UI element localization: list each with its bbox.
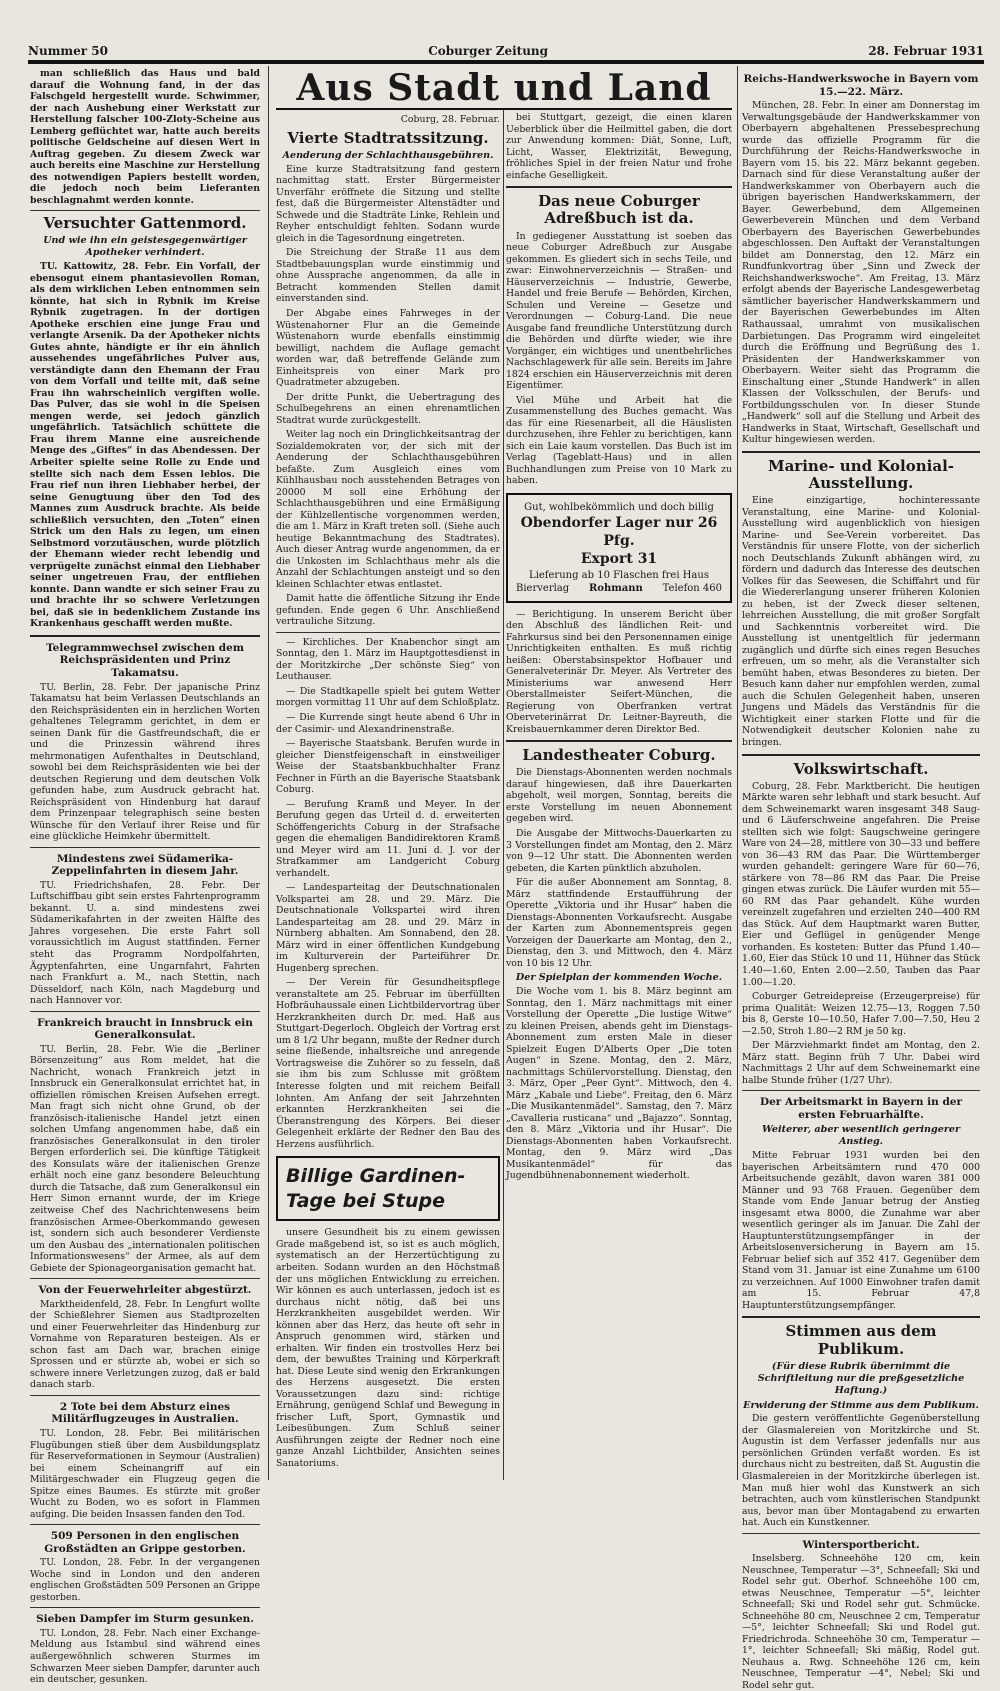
ad-bier-line: Export 31 <box>580 551 658 568</box>
article-zeppelin: TU. Friedrichshafen, 28. Febr. Der Luftschiffbau gibt sein erstes Fahrtenprogramm bekannt. U. a. sind mindestens zwei Südamerikafahrten in der zweiten Hälfte des Jahres vorgesehen. Die erste Fahrt soll voraussichtlich im August stattfinden. Ferner steht das Programm Nordpolfahrten, Ägyptenfahrten, eine Ungarnfahrt, Fahrten nach Frankfurt a. M., nach Stettin, nach Düsseldorf, nach Köln, nach Magdeburg und nach Hannover vor. <box>30 879 260 1007</box>
column-divider <box>268 66 269 1480</box>
divider <box>742 1533 980 1534</box>
article-continuation: bei Stuttgart, gezeigt, die einen klaren Ueberblick über die Heilmittel gaben, die dort zur Anwendung kommen: Diät, Sonne, Luft, Licht, Wasser, Elektrizität, Bewegung, fröhliches Spiel in der freien Natur und frohe einfache Geselligkeit. <box>506 112 732 181</box>
headline-gattenmord: Versuchter Gattenmord. <box>43 214 247 233</box>
ad-bier-line: Gut, wohlbekömmlich und doch billig <box>524 501 714 513</box>
article-paragraph: unsere Gesundheit bis zu einem gewissen Grade maßgebend ist, so ist es auch möglich, systematisch an der Herzertüchtigung zu arbeiten. Sodann wurden an den Höchstmaß der uns möglichen Entwicklung zu erreichen. Wir können es auch unterlassen, jedoch ist es durchaus nicht nötig, daß bei uns Herzkrankheiten ausgebildet werden. Wir können aber das Herz, das heute oft sehr in Anspruch genommen wird, stärken und erhalten. Wir finden ein trostvolles Herz bei dem, der bewußtes Training und Körperkraft hat. Diese Leute sind wenig den Erkrankungen des Herzens ausgesetzt. Die ersten Voraussetzungen dazu sind: richtige Ernährung, genügend Schlaf und Bewegung in frischer Luft, Sport, Gymnastik und Leibesübungen. Zum Schluß seiner Ausführungen zeigte der Redner noch eine ganze Anzahl Lichtbilder, Ansichten seines Sanatoriums. <box>276 1227 500 1469</box>
subheadline-stimmen: (Für diese Rubrik übernimmt die Schriftleitung nur die preßgesetzliche Haftung.) <box>757 1360 965 1396</box>
headline-zeppelin: Mindestens zwei Südamerika-Zeppelinfahrten in diesem Jahr. <box>51 852 239 878</box>
headline-volkswirtschaft: Volkswirtschaft. <box>793 759 929 778</box>
article-paragraph: Viel Mühe und Arbeit hat die Zusammenstellung des Buches gemacht. Was das für eine Riesenarbeit, all die Häuslisten durchzusehen, ihre Fehler zu berichtigen, kann sich ein Laie kaum vorstellen. Das Buch ist im Verlag (Tageblatt-Haus) und in allen Buchhandlungen zum Preise von 10 Mark zu haben. <box>506 394 732 487</box>
advertisement-gardinen[interactable] <box>276 1156 500 1221</box>
divider <box>742 451 980 453</box>
headline-feuerwehr: Von der Feuerwehrleiter abgestürzt. <box>38 1284 252 1297</box>
divider <box>506 186 732 188</box>
column-4 <box>742 68 980 1691</box>
article-paragraph: Mitte Februar 1931 wurden bei den bayerischen Arbeitsämtern rund 470 000 Arbeitsuchende gezählt, davon waren 381 000 Männer und 93 768 Frauen. Gegenüber dem Stande vom Ende Januar betrug der Anstieg insgesamt etwa 8000, die Zunahme war aber wesentlich geringer als im Januar. Die Zahl der Hauptunterstützungsempfänger in der Arbeitslosenversicherung in Bayern am 15. Februar belief sich auf 352 417. Gegenüber dem Stand vom 31. Januar ist eine Zunahme um 6100 zu verzeichnen. Auf 1000 Einwohner trafen damit am 15. Februar 47,8 Hauptunterstützungsempfänger. <box>742 1150 980 1311</box>
article-paragraph: Die Dienstags-Abonnenten werden nochmals darauf hingewiesen, daß ihre Dauerkarten abgeholt, weil morgen, Sonntag, bereits die erste Vorstellung im neuen Abonnement gegeben wird. <box>506 767 732 825</box>
section-title: Aus Stadt und Land <box>276 68 732 110</box>
divider <box>30 1278 260 1279</box>
advertisement-bier[interactable] <box>506 493 732 603</box>
issue-date: 28. Februar 1931 <box>868 44 984 58</box>
article-paragraph: Die Ausgabe der Mittwochs-Dauerkarten zu 3 Vorstellungen findet am Montag, den 2. März von 9—12 Uhr statt. Die Abonnenten werden gebeten, die Karten pünktlich abzuholen. <box>506 828 732 874</box>
headline-handwerk: Reichs-Handwerkswoche in Bayern vom 15.—22. März. <box>743 73 979 98</box>
article-paragraph: Inselsberg. Schneehöhe 120 cm, kein Neuschnee, Temperatur —3°, Schneefall; Ski und Rodel sehr gut. Oberhof. Schneehöhe 100 cm, etwas Neuschnee, Temperatur —5°, leichter Schneefall; Ski und Rodel sehr gut. Schmücke. Schneehöhe 80 cm, Neuschnee 2 cm, Temperatur —5°, leichter Schneefall; Ski und Rodel gut. Friedrichroda. Schneehöhe 30 cm, Temperatur —1°, leichter Schneefall; Ski mäßig, Rodel gut. Neuhaus a. Rwg. Schneehöhe 126 cm, kein Neuschnee, Temperatur —4°, Nebel; Ski und Rodel sehr gut. <box>742 1553 980 1691</box>
news-brief: — Berufung Kramß und Meyer. In der Berufung gegen das Urteil d. d. erweiterten Schöffengerichts Coburg in der Strafsache gegen die ehemaligen Bandidirektoren Kramß und Meyer wird am 11. Juni d. J. vor der Strafkammer am Landgericht Coburg verhandelt. <box>276 798 500 879</box>
article-paragraph: Weiter lag noch ein Dringlichkeitsantrag der Sozialdemokraten vor, der sich mit der Aenderung der Schlachthausgebühren befaßte. Zum Ausgleich eines vom Kühlhausbau noch ausstehenden Betrages von 20000 M soll eine Erhöhung der Schlachthausgebühren und eine Ermäßigung der Kühlzellentische vorgenommen werden, die am 1. März in Kraft treten soll. (Siehe auch heutige Bekanntmachung des Stadtrates). Auch dieser Antrag wurde angenommen, da er die Unkosten im Schlachthaus mehr als die Anzahl der Schlachtungen ansteigt und so den kleinen Schlachter etwas entlastet. <box>276 429 500 590</box>
column-3 <box>506 112 732 1480</box>
divider <box>30 1011 260 1012</box>
divider <box>30 1395 260 1396</box>
headline-flugzeug: 2 Tote bei dem Absturz eines Militärflugzeuges in Australien. <box>51 1400 239 1426</box>
divider <box>30 1607 260 1608</box>
subheadline-stadtrat: Aenderung der Schlachthausgebühren. <box>282 149 494 161</box>
masthead-rule <box>28 60 984 64</box>
headline-marine: Marine- und Kolonial-Ausstellung. <box>767 456 954 492</box>
headline-arbeitsmarkt: Der Arbeitsmarkt in Bayern in der ersten Februarhälfte. <box>759 1096 963 1121</box>
headline-stimmen: Stimmen aus dem Publikum. <box>785 1322 937 1358</box>
article-feuerwehr: Marktheidenfeld, 28. Febr. In Lengfurt wollte der Schießlehrer Siemen aus Stadtprozelten und einer Feuerwehrleiter das Hindenburg zur Vornahme von Reparaturen besteigen. Als er schon fast am Dach war, brachen einige Sprossen und er stürzte ab, wobei er sich so schwere innere Verletzungen zuzog, daß er bald danach starb. <box>30 1298 260 1391</box>
headline-wintersport: Wintersportbericht. <box>802 1538 920 1551</box>
ad-bier-company: Rohmann <box>588 582 643 594</box>
ad-gardinen-text: Billige Gardinen-Tage bei Stupe <box>286 1165 466 1212</box>
news-brief: — Die Kurrende singt heute abend 6 Uhr in der Casimir- und Alexandrinenstraße. <box>276 712 500 735</box>
article-paragraph: Die gestern veröffentlichte Gegenüberstellung der Glasmalereien von Moritzkirche und St. Augustin ist dem Verfasser jedenfalls nur aus persönlichen Gründen verfaßt worden. Es ist durchaus nicht zu bestreiten, daß St. Augustin die Glasmalereien in der Moritzkirche überlegen ist. Man muß hier wohl das Kunstwerk an sich betrachten, auch vom künstlerischen Standpunkt aus, bevor man über Montagabend zu erwarten hat. Auch ein Kunstkenner. <box>742 1413 980 1529</box>
ad-bier-line: Lieferung ab 10 Flaschen frei Haus <box>529 569 709 581</box>
dateline: Coburg, 28. Februar. <box>400 114 500 125</box>
article-paragraph: Für die außer Abonnement am Sonntag, 8. März stattfindende Erstaufführung der Operette „Viktoria und ihr Husar“ haben die Dienstags-Abonnenten Vorkaufsrecht. Ausgabe der Karten zum Abonnementspreis gegen Vorzeigen der Dauerkarte am Montag, den 2., Dienstag, den 3. und Mittwoch, den 4. März von 10 bis 12 Uhr. <box>506 877 732 969</box>
ad-bier-line: Obendorfer Lager nur 26 Pfg. <box>520 514 718 550</box>
article-paragraph: Coburger Getreidepreise (Erzeugerpreise) für prima Qualität: Weizen 12.75—13, Roggen 7.50 bis 8, Gerste 10—10.50, Hafer 7.00—7.50, Heu 2—2.50, Stroh 1.80—2 RM je 50 kg. <box>742 991 980 1037</box>
subheadline-gattenmord: Und wie ihn ein geistesgegenwärtiger Apotheker verhindert. <box>43 235 247 259</box>
article-flugzeug: TU. London, 28. Febr. Bei militärischen Flugübungen stieß über dem Ausbildungsplatz für Reserveformationen in Seymour (Australien) bei einem Scheinangriff auf ein Militärgeschwader ein Flugzeug gegen die Spitze eines Baumes. Es stürzte mit großer Wucht zu Boden, wo es sofort in Flammen aufging. Die beiden Insassen fanden den Tod. <box>30 1427 260 1520</box>
article-paragraph: In gediegener Ausstattung ist soeben das neue Coburger Adreßbuch zur Ausgabe gekommen. Es gliedert sich in sechs Teile, und zwar: Einwohnerverzeichnis — Straßen- und Häuserverzeichnis — Industrie, Gewerbe, Handel und freie Berufe — Behörden, Kirchen, Schulen und Vereine — Gesetze und Verordnungen — Coburg-Land. Die neue Ausgabe fand freundliche Unterstützung durch die Behörden und dürfte wieder, wie ihre Vorgänger, ein wichtiges und unentbehrliches Nachschlagewerk für alle sein. Bereits im Jahre 1824 erschien ein Häuserverzeichnis mit deren Eigentümer. <box>506 230 732 392</box>
article-paragraph: Eine kurze Stadtratsitzung fand gestern nachmittag statt. Erster Bürgermeister Unverfähr eröffnete die Sitzung und stellte fest, daß die Bürgermeister Altenstädter und Schwede und die Stadträte Linke, Rehlein und Reyher entschuldigt fehlten. Sodann wurde gleich in die Tagesordnung eingetreten. <box>276 163 500 244</box>
article-telegramm: TU. Berlin, 28. Febr. Der japanische Prinz Takamatsu hat beim Verlassen Deutschlands an den Reichspräsidenten ein in herzlichen Worten gehaltenes Telegramm gerichtet, in dem er seinen Dank für die Gastfreundschaft, die er und die Prinzessin während ihres mehrmonatigen Aufenthaltes in Deutschland, sowohl bei dem Reichspräsidenten wie bei der deutschen Regierung und dem deutschen Volk gefunden habe, zum Ausdruck gebracht hat. Reichspräsident von Hindenburg hat darauf dem Prinzenpaar telegraphisch seine besten Wünsche für den Verlauf ihrer Reise und für eine glückliche Heimkehr übermittelt. <box>30 681 260 843</box>
newspaper-name: Coburger Zeitung <box>428 44 549 58</box>
article-paragraph: Coburg, 28. Febr. Marktbericht. Die heutigen Märkte waren sehr lebhaft und stark besucht. Auf dem Schweinemarkt waren insgesamt 348 Saug- und 6 Läuferschweine angefahren. Die Preise stellten sich wie folgt: Saugschweine geringere Ware von 24—28, mittlere von 30—33 und beffere von 36—43 RM das Paar. Die Württemberger wurden gehandelt: geringere Ware für 60—76, stärkere von 78—86 RM das Paar. Die Preise gingen etwas zurück. Die Läufer wurden mit 55—60 RM das Paar gehandelt. Kühe wurden vereinzelt zugefahren und erzielten 240—400 RM das Stück. Auf dem Hauptmarkt waren Butter, Eier und Geflügel in genügender Menge vorhanden. Es kosteten: Butter das Pfund 1.40—1.60, Eier das Stück 10 und 11, Hühner das Stück 1.40—1.60, Enten 2.00—2.50, Tauben das Paar 1.00—1.20. <box>742 780 980 988</box>
article-paragraph: Der Märzviehmarkt findet am Montag, den 2. März statt. Beginn früh 7 Uhr. Dabei wird Nachmittags 2 Uhr auf dem Schweinemarkt eine halbe Stunde früher (1/27 Uhr). <box>742 1040 980 1086</box>
subheadline-spielplan: Der Spielplan der kommenden Woche. <box>515 972 723 984</box>
divider <box>742 1090 980 1091</box>
article-grippe: TU. London, 28. Febr. In der vergangenen Woche sind in London und den anderen englischen Großstädten 509 Personen an Grippe gestorben. <box>30 1557 260 1603</box>
issue-number: Nummer 50 <box>28 44 108 58</box>
article-paragraph: Eine einzigartige, hochinteressante Veranstaltung, eine Marine- und Kolonial-Ausstellung wird augenblicklich von hiesigen Marine- und See-Verein vorbereitet. Das Verständnis für unsere Flotte, von der sicherlich noch Deutschlands Zukunft abhängen wird, zu fördern und dadurch das Interesse des deutschen Volkes für das Seewesen, die Schiffahrt und für die Wiedererlangung unserer früheren Kolonien zu heben, ist der Zweck dieser seltenen, lehrreichen Ausstellung, die mit großer Sorgfalt und Sachkenntnis vorbereitet wird. Die Ausstellung ist unentgeltlich für jedermann zugänglich und dürfte sich eines regen Besuches erfreuen, um so mehr, als die Veranstalter sich bemüht haben, etwas Besonderes zu bieten. Der Besuch kann daher nur empfohlen werden, zumal auch die Schulen Gelegenheit haben, unseren Jungens und Mädels das Verständnis für die Wichtigkeit einer starken Flotte und für die Notwendigkeit deutscher Kolonien nahe zu bringen. <box>742 495 980 748</box>
article-paragraph: Der dritte Punkt, die Uebertragung des Schulbegehrens an einen ehrenamtlichen Stadtrat wurde zurückgestellt. <box>276 391 500 426</box>
headline-telegramm: Telegrammwechsel zwischen dem Reichspräsidenten und Prinz Takamatsu. <box>46 641 244 679</box>
headline-grippe: 509 Personen in den englischen Großstädten an Grippe gestorben. <box>44 1530 246 1555</box>
divider <box>30 847 260 848</box>
headline-dampfer: Sieben Dampfer im Sturm gesunken. <box>36 1613 254 1626</box>
article-paragraph: Damit hatte die öffentliche Sitzung ihr Ende gefunden. Ende gegen 6 Uhr. Anschließend vertrauliche Sitzung. <box>276 593 500 628</box>
article-paragraph: München, 28. Febr. In einer am Donnerstag im Verwaltungsgebäude der Handwerkskammer von Oberbayern abgehaltenen Pressebesprechung wurde das offizielle Programm für die Durchführung der Reichs-Handwerkswoche in Bayern vom 15. bis 22. März bekannt gegeben. Darnach sind für diese Veranstaltung außer der Handwerkskammer von Oberbayern auch die übrigen bayerischen Handwerkskammern, der Bayer. Gewerbebund, dem Allgemeinen Gewerbeverein München und dem Verband Oberbayern des Bayerischen Gewerbebundes abgeschlossen. Den Auftakt der Veranstaltungen bildet am Donnerstag, den 12. März ein Rundfunkvortrag über „Sinn und Zweck der Reichshandwerkswoche“. Am Freitag, 13. März erfolgt abends der Bayerische Landesgewerbetag sämtlicher bayerischer Handwerkskammern und der Bayerischen Gewerbebundes im Alten Rathaussaal, umrahmt von musikalischen Darbietungen. Das Programm wird eingeleitet durch die Eröffnung und Begrüßung des 1. Präsidenten der Handwerkskammer von Oberbayern. Weiter sieht das Programm die Einschaltung einer „Stunde Handwerk“ in allen Klassen der Volksschulen, der Berufs- und Fortbildungsschulen vor. In dieser Stunde „Handwerk“ soll auf die Stellung und Arbeit des Handwerks in Staat, Wirtschaft, Gesellschaft und Kultur hingewiesen werden. <box>742 100 980 446</box>
column-1 <box>30 68 260 1686</box>
headline-adressbuch: Das neue Coburger Adreßbuch ist da. <box>538 192 700 228</box>
column-2 <box>276 112 500 1480</box>
article-dampfer: TU. London, 28. Febr. Nach einer Exchange-Meldung aus Istambul sind während eines außergewöhnlich schweren Sturmes im Schwarzen Meer sieben Dampfer, darunter auch ein deutscher, gesunken. <box>30 1627 260 1686</box>
article-paragraph: Der Abgabe eines Fahrweges in der Wüstenahorner Flur an die Gemeinde Wüstenahorn wurde ebenfalls einstimmig bewilligt, nachdem die Auflage gemacht worden war, daß betreffende Gelände zum Einheitspreis von einer Mark pro Quadratmeter abzugeben. <box>276 307 500 389</box>
divider <box>30 210 260 211</box>
headline-stadtrat: Vierte Stadtratssitzung. <box>287 128 489 147</box>
headline-theater: Landestheater Coburg. <box>522 746 716 765</box>
subheadline-arbeitsmarkt: Weiterer, aber wesentlich geringerer Anstieg. <box>761 1124 961 1148</box>
article-gattenmord: TU. Kattowitz, 28. Febr. Ein Vorfall, der ebensogut einem phantasievollen Roman, als dem wirklichen Leben entnommen sein könnte, hat sich in Rybnik im Kreise Rybnik zugetragen. In der dortigen Apotheke erschien eine junge Frau und verlangte Arsenik. Da der Apotheker nichts Gutes ahnte, händigte er ihr ein ähnlich aussehendes ungefährliches Pulver aus, verständigte dann den Ehemann der Frau von dem Vorfall und teilte mit, daß seine Frau ihn wahrscheinlich vergiften wolle. Das Pulver, das sie wohl in die Speisen mengen werde, sei jedoch gänzlich ungefährlich. Tatsächlich schüttete die Frau ihrem Manne eine ausreichende Menge des „Giftes“ in das Abendessen. Der Arbeiter spielte seine Rolle zu Ende und stellte sich nach dem Essen leblos. Die Frau rief nun ihren Liebhaber herbei, der seine Genugtuung über den Tod des Mannes zum Ausdruck brachte. Als beide schließlich versuchten, den „Toten“ einen Strick um den Hals zu legen, um einen Selbstmord vorzutäuschen, wurde plötzlich der Ehemann wieder recht lebendig und verprügelte zunächst einmal den Liebhaber seiner ungetreuen Frau, der entfliehen konnte. Dann wandte er sich seiner Frau zu und brachte ihr so schwere Verletzungen bei, daß sie in bedenklichem Zustande ins Krankenhaus geschafft werden mußte. <box>30 261 260 630</box>
divider <box>742 1316 980 1318</box>
news-brief: — Bayerische Staatsbank. Berufen wurde in gleicher Dienstfeigenschaft in einstweiliger Weise der Staatsbankbuchhalter Franz Fechner in Fürth an die Bayerische Staatsbank Coburg. <box>276 738 500 796</box>
ad-bier-contact <box>516 582 722 595</box>
article-frankreich: TU. Berlin, 28. Febr. Wie die „Berliner Börsenzeitung“ aus Rom meldet, hat die Nachricht, wonach Frankreich jetzt in Innsbruck ein Generalkonsulat errichtet hat, in offiziellen römischen Kreisen Aufsehen erregt. Man fragt sich nicht ohne Grund, ob der französisch-italienische Handel jetzt einen solchen Umfang angenommen habe, daß ein französisches Generalkonsulat in den tiroler Bergen erforderlich sei. Die künftige Tätigkeit des Konsulats wäre der italienischen Grenze erhält noch eine ganz besondere Beleuchtung durch die Tatsache, daß zum Generalkonsul ein Herr Simon ernannt wurde, der im Kriege zeitweise Chef des Nachrichtenwesens beim französischen Armee-Oberkommando gewesen ist, sondern sich auch besonderer Verdienste um den Ausbau des „internationalen politischen Informationswesens“ der Armee, als auf dem Gebiete der Spionageorganisation gemacht hat. <box>30 1043 260 1274</box>
divider <box>30 1524 260 1525</box>
divider <box>742 754 980 756</box>
news-brief: — Kirchliches. Der Knabenchor singt am Sonntag, den 1. März im Hauptgottesdienst in der Moritzkirche „Der schönste Sieg“ von Leuthauser. <box>276 636 500 683</box>
article-continuation: man schließlich das Haus und bald darauf die Wohnung fand, in der das Falschgeld hergestellt wurde. Schwimmer, der nach Aushebung einer Werkstatt zur Herstellung falscher 100-Zloty-Scheine aus Lemberg geflüchtet war, hatte auch bereits politische Geldscheine auf diesen Wert in Auftrag gegeben. Zu diesem Zweck war auch bereits eine Maschine zur Herstellung des notwendigen Papiers bestellt worden, die jedoch noch beim Lieferanten beschlagnahmt werden konnte. <box>30 68 260 206</box>
masthead <box>28 36 984 58</box>
subheadline-erwiderung: Erwiderung der Stimme aus dem Publikum. <box>743 1399 979 1411</box>
news-brief: — Landesparteitag der Deutschnationalen Volkspartei am 28. und 29. März. Die Deutschnationale Volkspartei wird ihren Landesparteitag am 28. und 29. März in Nürnberg abhalten. Am Sonnabend, den 28. März wird in einer öffentlichen Kundgebung im Kulturverein der Parteiführer Dr. Hugenberg sprechen. <box>276 882 500 974</box>
column-divider <box>503 110 504 1480</box>
news-brief: — Die Stadtkapelle spielt bei gutem Wetter morgen vormittag 11 Uhr auf dem Schloßplatz. <box>276 685 500 709</box>
divider <box>30 635 260 637</box>
article-paragraph: Die Woche vom 1. bis 8. März beginnt am Sonntag, den 1. März nachmittags mit einer Vorstellung der Operette „Die lustige Witwe“ zu kleinen Preisen, abends geht im Dienstags-Abonnement zum ersten Male in dieser Spielzeit Eugen D'Alberts Oper „Die toten Augen“ in Szene. Montag, den 2. März, nachmittags Schülervorstellung. Dienstag, den 3. März, Oper „Peer Gynt“. Mittwoch, den 4. März „Kabale und Liebe“. Freitag, den 6. März „Die Musikantenmädel“. Samstag, den 7. März „Cavalleria rusticana“ und „Bajazzo“. Sonntag, den 8. März „Viktoria und ihr Husar“. Die Dienstags-Abonnenten haben Vorkaufsrecht. Montag, den 9. März wird „Das Musikantenmädel“ für das Jugendbühnenabonnement wiederholt. <box>506 986 732 1182</box>
column-divider <box>737 66 738 1480</box>
news-brief: — Berichtigung. In unserem Bericht über den Abschluß des ländlichen Reit- und Fahrkursus sind bei den Personennamen einige Unrichtigkeiten enthalten. Es muß richtig heißen: Oberstabsinspektor Hofbauer und Generalveterinär Dr. Meyer. Als Vertreter des Ministeriums war anwesend Herr Oberstallmeister Seifert-München, die Regierung von Oberfranken vertrat Oberveterinärrat Dr. Leitner-Bayreuth, die Kreisbauernkammer deren Direktor Bed. <box>506 608 732 735</box>
divider <box>276 632 500 633</box>
article-paragraph: Die Streichung der Straße 11 aus dem Stadtbebauungsplan wurde einstimmig und ohne Aussprache angenommen, da alle in Betracht kommenden Stellen damit einverstanden sind. <box>276 247 500 305</box>
headline-frankreich: Frankreich braucht in Innsbruck ein Generalkonsulat. <box>37 1016 253 1042</box>
divider <box>506 740 732 742</box>
ad-bier-label: Bierverlag <box>516 582 570 594</box>
ad-bier-phone: Telefon 460 <box>662 582 722 594</box>
news-brief: — Der Verein für Gesundheitspflege veranstaltete am 25. Februar im überfüllten Hofbräuhaussale einen Lichtbildervortrag über Herzkrankheiten durch Dr. med. Haß aus Stuttgart-Degerloch. Obgleich der Vortrag erst um 8 1/2 Uhr begann, mußte der Redner durch seine fließende, inhaltsreiche und anregende Vortragsweise die Zuhörer so zu fesseln, daß sie ihm bis zum Schlusse mit größtem Interesse folgten und mit reichem Beifall lohnten. Am Anfang der seit Jahrzehnten erkannten Herzkrankheiten sei die Überanstrengung des Körpers. Bei dieser Gelegenheit erklärte der Redner den Bau des Herzens ausführlich. <box>276 977 500 1150</box>
